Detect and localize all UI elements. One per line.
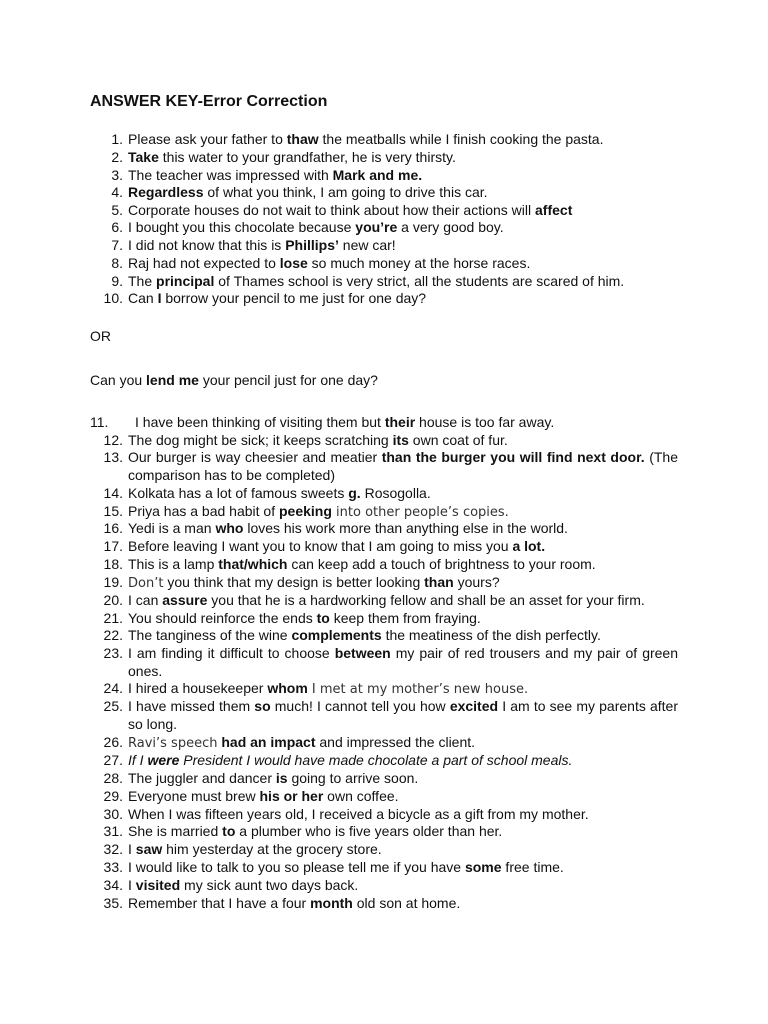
answer-item bbox=[103, 698, 678, 733]
item-text-segment: I would like to talk to you so please tell me if you have bbox=[128, 859, 465, 875]
item-text-segment: the meatiness of the dish perfectly. bbox=[381, 627, 601, 643]
item-text-segment: Can bbox=[128, 290, 158, 306]
item-number: 21. bbox=[103, 610, 123, 626]
item-number: 23. bbox=[103, 645, 123, 661]
item-text-segment: The tanginess of the wine bbox=[128, 627, 292, 643]
item-text-segment: If I bbox=[128, 752, 148, 768]
answer-item bbox=[111, 167, 678, 185]
item-number: 34. bbox=[103, 877, 123, 893]
item-number: 16. bbox=[103, 520, 123, 536]
item-text bbox=[128, 520, 678, 538]
item-text-segment: Mark and me. bbox=[332, 167, 423, 183]
item-text-segment: is bbox=[275, 770, 288, 786]
item-text-segment: of what you think, I am going to drive this car. bbox=[203, 184, 488, 200]
answer-item bbox=[103, 627, 678, 645]
item-text-segment: so bbox=[254, 698, 271, 714]
item-text-segment: peeking bbox=[279, 503, 332, 519]
item-text-segment: of Thames school is very strict, all the students are scared of him. bbox=[214, 273, 625, 289]
item-text-segment: than bbox=[424, 574, 454, 590]
item-text bbox=[128, 219, 678, 237]
answer-item bbox=[103, 788, 678, 806]
alternate-answer-segment: Can you bbox=[90, 372, 147, 388]
item-number: 13. bbox=[103, 449, 123, 465]
item-text-segment: You should reinforce the ends bbox=[128, 610, 317, 626]
item-text-segment: between bbox=[334, 645, 391, 661]
answer-item bbox=[103, 610, 678, 628]
item-text-segment: I met at my mother’s new house. bbox=[307, 682, 529, 697]
item-number: 31. bbox=[103, 823, 123, 839]
answer-item bbox=[111, 131, 678, 149]
item-text bbox=[128, 237, 678, 255]
item-text-segment: and impressed the client. bbox=[315, 734, 476, 750]
item-text-segment: their bbox=[384, 414, 416, 430]
item-text-segment: President I would have made chocolate a part of school meals. bbox=[179, 752, 573, 768]
document-title: ANSWER KEY-Error Correction bbox=[90, 93, 328, 110]
item-number: 33. bbox=[103, 859, 123, 875]
item-text-segment: (The comparison has to be completed) bbox=[128, 449, 678, 483]
item-number: 27. bbox=[103, 752, 123, 768]
item-text-segment: free time. bbox=[501, 859, 564, 875]
answer-item bbox=[103, 752, 678, 770]
answer-item bbox=[103, 574, 678, 593]
item-text-segment: can keep add a touch of brightness to your room. bbox=[287, 556, 596, 572]
item-text bbox=[128, 592, 678, 610]
item-text-segment: my sick aunt two days back. bbox=[180, 877, 359, 893]
answer-item bbox=[103, 520, 678, 538]
answer-item bbox=[103, 859, 678, 877]
alternate-answer-segment: lend me bbox=[146, 372, 199, 388]
item-text bbox=[128, 627, 678, 645]
item-number: 11. bbox=[90, 414, 109, 430]
item-text-segment: saw bbox=[135, 841, 163, 857]
item-text-segment: new car! bbox=[338, 237, 396, 253]
item-text bbox=[128, 290, 678, 308]
item-text-segment: The dog might be sick; it keeps scratching bbox=[128, 432, 393, 448]
answer-item bbox=[103, 770, 678, 788]
item-text-segment: much! I cannot tell you how bbox=[270, 698, 450, 714]
item-number: 7. bbox=[111, 237, 123, 253]
item-number: 19. bbox=[103, 574, 123, 590]
item-text-segment: that/which bbox=[218, 556, 288, 572]
item-text-segment: this water to your grandfather, he is very thirsty. bbox=[158, 149, 456, 165]
item-number: 32. bbox=[103, 841, 123, 857]
item-text-segment: I have been thinking of visiting them but bbox=[135, 414, 385, 430]
item-text-segment: g. bbox=[348, 485, 361, 501]
answer-item bbox=[111, 273, 678, 291]
item-text-segment: I bbox=[157, 290, 162, 306]
item-text-segment: the meatballs while I finish cooking the pasta. bbox=[318, 131, 604, 147]
item-text-segment: The bbox=[128, 273, 157, 289]
item-text bbox=[128, 432, 678, 450]
item-text-segment: him yesterday at the grocery store. bbox=[162, 841, 382, 857]
item-text bbox=[128, 859, 678, 877]
item-number: 18. bbox=[103, 556, 123, 572]
item-text bbox=[128, 610, 678, 628]
item-text-segment: complements bbox=[291, 627, 382, 643]
item-text-segment: Regardless bbox=[128, 184, 204, 200]
answer-item bbox=[103, 734, 678, 753]
answer-item bbox=[103, 823, 678, 841]
item-number: 3. bbox=[111, 167, 123, 183]
item-number: 8. bbox=[111, 255, 123, 271]
item-text-segment: you’re bbox=[355, 219, 398, 235]
item-text-segment: I hired a housekeeper bbox=[128, 680, 268, 696]
item-text-segment: I am finding it difficult to choose bbox=[128, 645, 335, 661]
item-text-segment: Priya has a bad habit of bbox=[128, 503, 279, 519]
item-text-segment: to bbox=[222, 823, 236, 839]
item-text-segment: my pair of red trousers and my pair of green ones. bbox=[128, 645, 679, 679]
item-text bbox=[128, 680, 678, 699]
answer-item bbox=[103, 503, 678, 522]
item-text bbox=[128, 752, 678, 770]
answer-item bbox=[103, 290, 678, 308]
item-text-segment: its bbox=[392, 432, 409, 448]
item-number: 25. bbox=[103, 698, 123, 714]
answer-item bbox=[90, 414, 678, 432]
item-text-segment: to bbox=[316, 610, 330, 626]
item-text bbox=[128, 823, 678, 841]
item-text bbox=[128, 449, 678, 484]
item-text-segment: The juggler and dancer bbox=[128, 770, 276, 786]
item-text bbox=[128, 734, 678, 753]
item-number: 35. bbox=[103, 895, 123, 911]
alternate-answer-segment: your pencil just for one day? bbox=[198, 372, 378, 388]
item-text-segment: I can bbox=[128, 592, 163, 608]
item-number: 5. bbox=[111, 202, 123, 218]
answer-item bbox=[103, 556, 678, 574]
item-text-segment: principal bbox=[156, 273, 215, 289]
item-text-segment: I have missed them bbox=[128, 698, 255, 714]
item-text bbox=[128, 538, 678, 556]
item-number: 1. bbox=[111, 131, 123, 147]
item-text-segment: had an impact bbox=[217, 734, 316, 750]
item-text bbox=[128, 877, 678, 895]
item-text-segment: When I was fifteen years old, I received a bicycle as a gift from my mother. bbox=[128, 806, 589, 822]
item-number: 20. bbox=[103, 592, 123, 608]
answer-item bbox=[103, 806, 678, 824]
item-number: 2. bbox=[111, 149, 123, 165]
item-text bbox=[128, 149, 678, 167]
item-text bbox=[128, 184, 678, 202]
item-text-segment: yours? bbox=[453, 574, 500, 590]
item-text-segment: month bbox=[310, 895, 353, 911]
answer-item bbox=[111, 219, 678, 237]
item-text bbox=[128, 131, 678, 149]
item-text-segment: This is a lamp bbox=[128, 556, 219, 572]
item-text-segment: I bought you this chocolate because bbox=[128, 219, 356, 235]
item-text-segment: Phillips’ bbox=[285, 237, 339, 253]
item-number: 4. bbox=[111, 184, 123, 200]
item-text bbox=[128, 841, 678, 859]
item-number: 15. bbox=[103, 503, 123, 519]
item-text bbox=[128, 485, 678, 503]
item-text-segment: I am to see my parents after so long. bbox=[128, 698, 678, 732]
item-number: 17. bbox=[103, 538, 123, 554]
answer-item bbox=[103, 449, 678, 484]
answer-item bbox=[103, 485, 678, 503]
item-text bbox=[128, 806, 678, 824]
item-text-segment: house is too far away. bbox=[415, 414, 555, 430]
item-text bbox=[128, 574, 678, 593]
item-text-segment: Take bbox=[128, 149, 159, 165]
item-text-segment: a very good boy. bbox=[397, 219, 504, 235]
answer-item bbox=[103, 895, 678, 913]
item-text-segment: keep them from fraying. bbox=[329, 610, 481, 626]
item-text-segment: I bbox=[128, 841, 136, 857]
item-text bbox=[128, 167, 678, 185]
item-text-segment: going to arrive soon. bbox=[287, 770, 419, 786]
item-number: 28. bbox=[103, 770, 123, 786]
item-text bbox=[128, 556, 678, 574]
item-number: 24. bbox=[103, 680, 123, 696]
answer-item bbox=[111, 202, 678, 220]
item-text-segment: own coffee. bbox=[323, 788, 399, 804]
item-text-segment: into other people’s copies. bbox=[331, 505, 509, 520]
item-text-segment: Yedi is a man bbox=[128, 520, 216, 536]
item-text-segment: Rosogolla. bbox=[360, 485, 431, 501]
item-text-segment: lose bbox=[279, 255, 308, 271]
item-text bbox=[128, 503, 678, 522]
item-text-segment: you think that my design is better looking bbox=[163, 574, 425, 590]
item-text-segment: so much money at the horse races. bbox=[307, 255, 531, 271]
item-text bbox=[128, 698, 678, 733]
item-text-segment: some bbox=[464, 859, 502, 875]
item-text-segment: excited bbox=[449, 698, 499, 714]
answer-item bbox=[103, 538, 678, 556]
item-text-segment: Corporate houses do not wait to think about how their actions will bbox=[128, 202, 536, 218]
item-number: 22. bbox=[103, 627, 123, 643]
item-text-segment: who bbox=[215, 520, 244, 536]
answer-item bbox=[103, 645, 679, 680]
answer-item bbox=[111, 255, 678, 273]
alternate-answer bbox=[90, 372, 378, 390]
item-text bbox=[128, 895, 678, 913]
answer-item bbox=[103, 680, 678, 699]
item-text-segment: Our burger is way cheesier and meatier bbox=[128, 449, 382, 465]
item-text-segment: I did not know that this is bbox=[128, 237, 286, 253]
item-text-segment: Before leaving I want you to know that I am going to miss you bbox=[128, 538, 513, 554]
item-text bbox=[128, 414, 678, 432]
item-text-segment: than the burger you will find next door. bbox=[381, 449, 645, 465]
item-text-segment: borrow your pencil to me just for one day? bbox=[161, 290, 427, 306]
item-text-segment: Kolkata has a lot of famous sweets bbox=[128, 485, 349, 501]
answer-item bbox=[111, 184, 678, 202]
item-text bbox=[128, 273, 678, 291]
item-number: 29. bbox=[103, 788, 123, 804]
item-text-segment: visited bbox=[135, 877, 181, 893]
item-text-segment: Please ask your father to bbox=[128, 131, 287, 147]
answer-item bbox=[103, 841, 678, 859]
item-number: 30. bbox=[103, 806, 123, 822]
item-number: 6. bbox=[111, 219, 123, 235]
item-text-segment: I bbox=[128, 877, 136, 893]
item-text-segment: his or her bbox=[259, 788, 324, 804]
item-text-segment: Everyone must brew bbox=[128, 788, 260, 804]
item-text-segment: Remember that I have a four bbox=[128, 895, 311, 911]
item-text-segment: thaw bbox=[286, 131, 319, 147]
item-text-segment: Ravi’s speech bbox=[128, 736, 218, 751]
item-number: 12. bbox=[103, 432, 123, 448]
item-text bbox=[128, 202, 678, 220]
item-number: 26. bbox=[103, 734, 123, 750]
item-text bbox=[128, 770, 678, 788]
item-text-segment: The teacher was impressed with bbox=[128, 167, 333, 183]
item-text-segment: affect bbox=[535, 202, 573, 218]
item-text-segment: Raj had not expected to bbox=[128, 255, 280, 271]
item-text-segment: you that he is a hardworking fellow and shall be an asset for your firm. bbox=[207, 592, 645, 608]
item-text bbox=[128, 645, 678, 680]
answer-item bbox=[111, 237, 678, 255]
or-separator: OR bbox=[90, 328, 111, 344]
item-text-segment: a plumber who is five years older than her. bbox=[235, 823, 503, 839]
item-text-segment: assure bbox=[162, 592, 208, 608]
item-text-segment: old son at home. bbox=[352, 895, 461, 911]
answer-item bbox=[103, 432, 678, 450]
item-number: 10. bbox=[103, 290, 123, 306]
item-text bbox=[128, 255, 678, 273]
item-text-segment: were bbox=[147, 752, 180, 768]
item-text-segment: whom bbox=[267, 680, 308, 696]
item-number: 14. bbox=[103, 485, 123, 501]
item-text bbox=[128, 788, 678, 806]
item-text-segment: loves his work more than anything else in the world. bbox=[243, 520, 568, 536]
answer-item bbox=[103, 592, 678, 610]
item-text-segment: Don’t bbox=[128, 576, 164, 591]
item-text-segment: own coat of fur. bbox=[408, 432, 508, 448]
answer-item bbox=[111, 149, 678, 167]
item-text-segment: She is married bbox=[128, 823, 223, 839]
item-text-segment: a lot. bbox=[512, 538, 546, 554]
item-number: 9. bbox=[111, 273, 123, 289]
answer-item bbox=[103, 877, 678, 895]
